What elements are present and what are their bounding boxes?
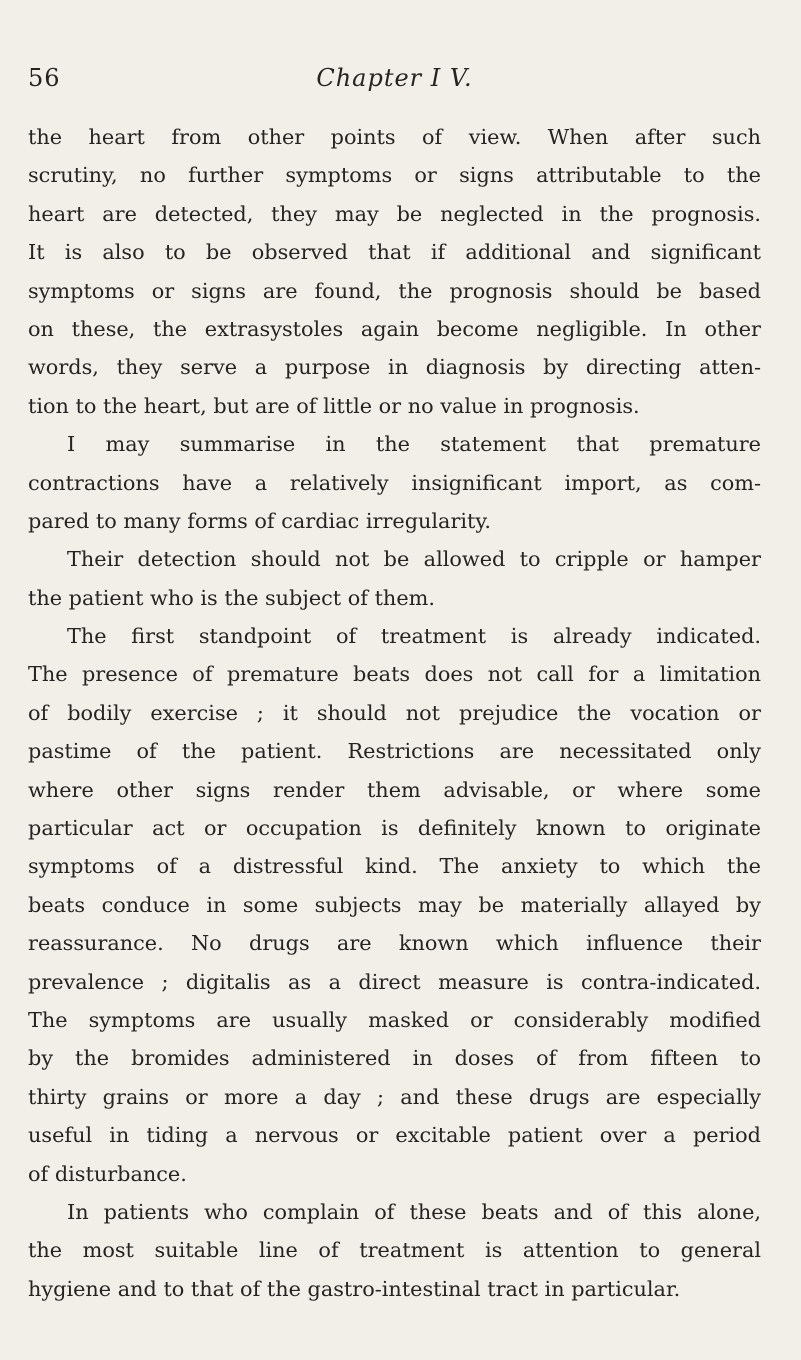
text-line: The symptoms are usually masked or considerably modified xyxy=(28,1007,761,1032)
text-line: hygiene and to that of the gastro-intestinal tract in particular. xyxy=(28,1276,681,1301)
text-line: the heart from other points of view. When after such xyxy=(28,125,761,149)
text-line: the patient who is the subject of them. xyxy=(28,585,435,610)
text-line: contractions have a relatively insignificant import, as com- xyxy=(28,470,761,495)
text-line: It is also to be observed that if additional and significant xyxy=(28,240,761,265)
text-line: reassurance. No drugs are known which influence their xyxy=(28,931,761,956)
text-line: of disturbance. xyxy=(28,1161,187,1186)
text-line: Their detection should not be allowed to cripple or hamper xyxy=(67,547,761,572)
text-line: on these, the extrasystoles again become negligible. In other xyxy=(28,316,761,341)
text-line: I may summarise in the statement that premature xyxy=(67,432,761,457)
text-line: thirty grains or more a day ; and these drugs are especially xyxy=(28,1084,761,1109)
text-line: words, they serve a purpose in diagnosis by directing atten- xyxy=(28,355,761,380)
body-text xyxy=(28,118,761,1308)
text-line: useful in tiding a nervous or excitable patient over a period xyxy=(28,1123,761,1148)
text-line: by the bromides administered in doses of from fifteen to xyxy=(28,1046,761,1071)
text-line: symptoms of a distressful kind. The anxiety to which the xyxy=(28,854,761,879)
text-line: prevalence ; digitalis as a direct measure is contra-indicated. xyxy=(28,969,761,994)
text-line: beats conduce in some subjects may be materially allayed by xyxy=(28,892,761,917)
running-head: Chapter I V. xyxy=(316,64,473,92)
text-line: particular act or occupation is definitely known to originate xyxy=(28,816,761,841)
text-line: symptoms or signs are found, the prognosis should be based xyxy=(28,278,761,303)
text-line: heart are detected, they may be neglected in the prognosis. xyxy=(28,201,761,226)
page-header xyxy=(28,64,761,104)
text-line: pared to many forms of cardiac irregularity. xyxy=(28,508,491,533)
text-line: tion to the heart, but are of little or no value in prognosis. xyxy=(28,393,640,418)
text-line: where other signs render them advisable, or where some xyxy=(28,777,761,802)
text-line: scrutiny, no further symptoms or signs attributable to the xyxy=(28,163,761,188)
text-line: The first standpoint of treatment is already indicated. xyxy=(67,624,761,649)
text-line: pastime of the patient. Restrictions are necessitated only xyxy=(28,739,761,764)
text-line: the most suitable line of treatment is attention to general xyxy=(28,1238,761,1263)
text-line: In patients who complain of these beats and of this alone, xyxy=(67,1199,761,1224)
page-number: 56 xyxy=(28,64,61,92)
text-line: of bodily exercise ; it should not prejudice the vocation or xyxy=(28,700,761,725)
text-line: The presence of premature beats does not call for a limitation xyxy=(28,662,761,687)
